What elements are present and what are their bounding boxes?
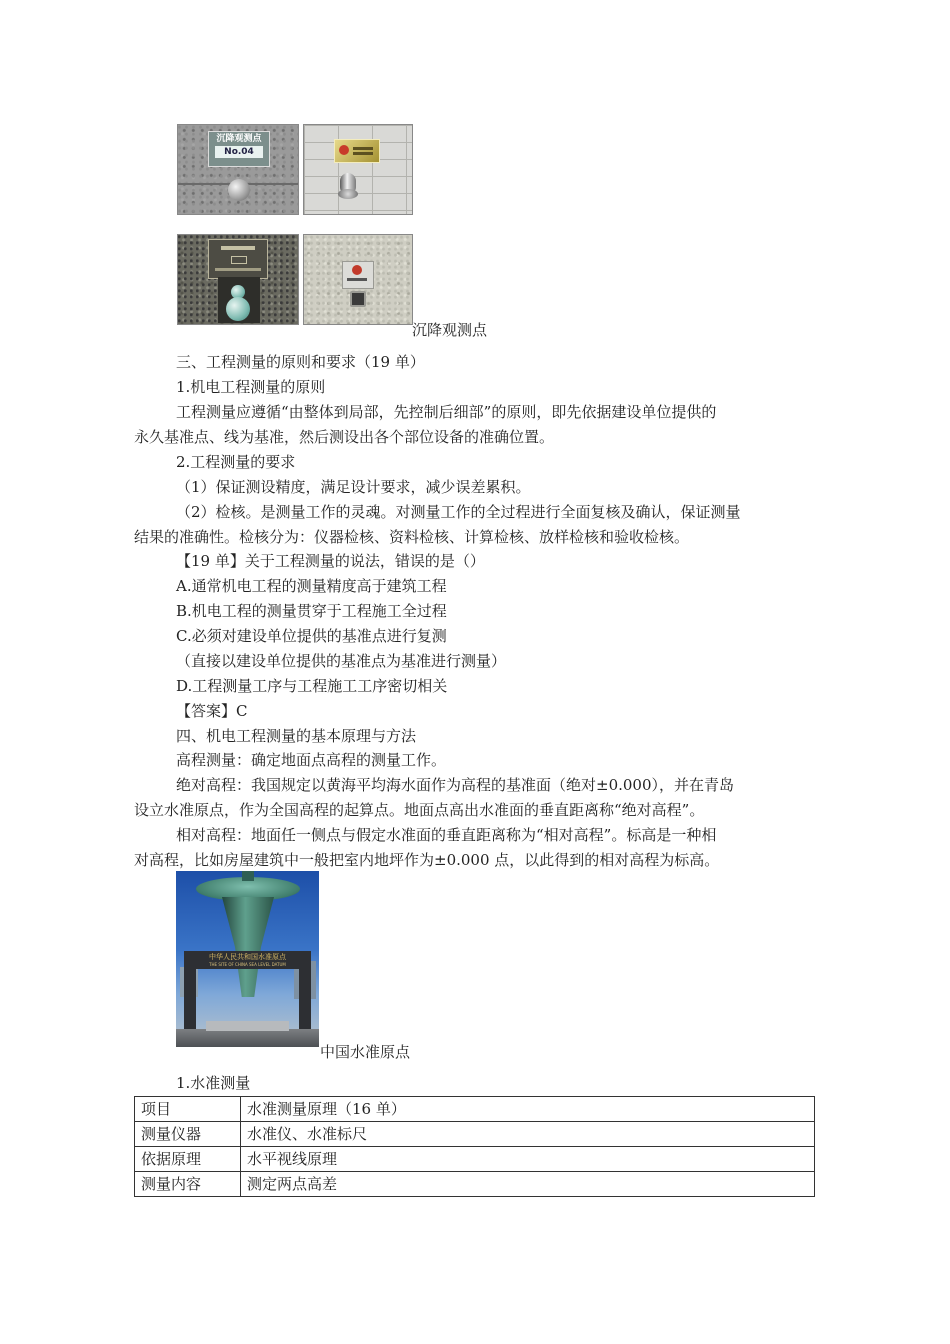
table-cell: 水准仪、水准标尺 xyxy=(241,1122,815,1147)
option-d: D.工程测量工序与工程施工工序密切相关 xyxy=(176,677,448,695)
figure1-caption: 沉降观测点 xyxy=(412,321,488,339)
leveling-table xyxy=(134,1096,815,1197)
requirements-title: 2.工程测量的要求 xyxy=(176,453,296,471)
principle-title: 1.机电工程测量的原则 xyxy=(176,378,326,396)
answer: 【答案】C xyxy=(176,702,248,720)
relative-elevation-line2: 对高程，比如房屋建筑中一般把室内地坪作为±0.000 点，以此得到的相对高程为标高。 xyxy=(134,851,720,869)
question-stem: 【19 单】关于工程测量的说法，错误的是（） xyxy=(176,552,485,570)
leveling-title: 1.水准测量 xyxy=(176,1074,251,1092)
option-c: C.必须对建设单位提供的基准点进行复测 xyxy=(176,627,447,645)
settlement-photo-4 xyxy=(303,234,413,325)
settlement-bolt xyxy=(228,179,250,201)
section3-heading: 三、工程测量的原则和要求（19 单） xyxy=(176,353,425,371)
settlement-plate xyxy=(342,261,374,289)
section4-heading: 四、机电工程测量的基本原理与方法 xyxy=(176,727,417,745)
leveling-origin-photo xyxy=(176,871,319,1047)
table-cell: 水准测量原理（16 单） xyxy=(241,1097,815,1122)
figure2-caption: 中国水准原点 xyxy=(320,1043,411,1061)
requirement-2-line2: 结果的准确性。检核分为：仪器检核、资料检核、计算检核、放样检核和验收检核。 xyxy=(134,528,690,546)
settlement-plate xyxy=(208,131,270,167)
settlement-plate xyxy=(334,139,380,163)
monument-column xyxy=(222,897,274,997)
table-row xyxy=(135,1147,815,1172)
plate-title: 沉降观测点 xyxy=(216,134,262,144)
banner-en: THE SITE OF CHINA SEA LEVEL DATUM xyxy=(209,962,286,967)
table-cell: 水平视线原理 xyxy=(241,1147,815,1172)
requirement-1: （1）保证测设精度，满足设计要求，减少误差累积。 xyxy=(176,478,531,496)
table-row xyxy=(135,1172,815,1197)
settlement-photo-1 xyxy=(177,124,299,215)
table-cell: 测定两点高差 xyxy=(241,1172,815,1197)
table-cell: 依据原理 xyxy=(135,1147,241,1172)
table-row xyxy=(135,1097,815,1122)
option-c-note: （直接以建设单位提供的基准点为基准进行测量） xyxy=(176,652,507,670)
plate-number: No.04 xyxy=(215,146,263,158)
settlement-bolt-base xyxy=(338,189,358,199)
table-cell: 测量内容 xyxy=(135,1172,241,1197)
requirement-2-line1: （2）检核。是测量工作的灵魂。对测量工作的全过程进行全面复核及确认，保证测量 xyxy=(176,503,741,521)
table-row xyxy=(135,1122,815,1147)
settlement-plate xyxy=(208,239,268,279)
settlement-photo-2 xyxy=(303,124,413,215)
settlement-photo-3 xyxy=(177,234,299,325)
settlement-bolt xyxy=(350,291,366,307)
principle-text-line2: 永久基准点、线为基准，然后测设出各个部位设备的准确位置。 xyxy=(134,428,555,446)
banner-cn: 中华人民共和国水准原点 xyxy=(209,953,286,961)
principle-text-line1: 工程测量应遵循“由整体到局部，先控制后细部”的原则，即先依据建设单位提供的 xyxy=(176,403,717,421)
option-a: A.通常机电工程的测量精度高于建筑工程 xyxy=(176,577,447,595)
absolute-elevation-line1: 绝对高程：我国规定以黄海平均海水面作为高程的基准面（绝对±0.000），并在青岛 xyxy=(176,776,735,794)
settlement-bolt-base xyxy=(226,297,250,321)
elevation-definition: 高程测量：确定地面点高程的测量工作。 xyxy=(176,751,447,769)
option-b: B.机电工程的测量贯穿于工程施工全过程 xyxy=(176,602,447,620)
relative-elevation-line1: 相对高程：地面任一侧点与假定水准面的垂直距离称为“相对高程”。标高是一种相 xyxy=(176,826,717,844)
absolute-elevation-line2: 设立水准原点，作为全国高程的起算点。地面点高出水准面的垂直距离称“绝对高程”。 xyxy=(134,801,705,819)
table-cell: 测量仪器 xyxy=(135,1122,241,1147)
table-cell: 项目 xyxy=(135,1097,241,1122)
